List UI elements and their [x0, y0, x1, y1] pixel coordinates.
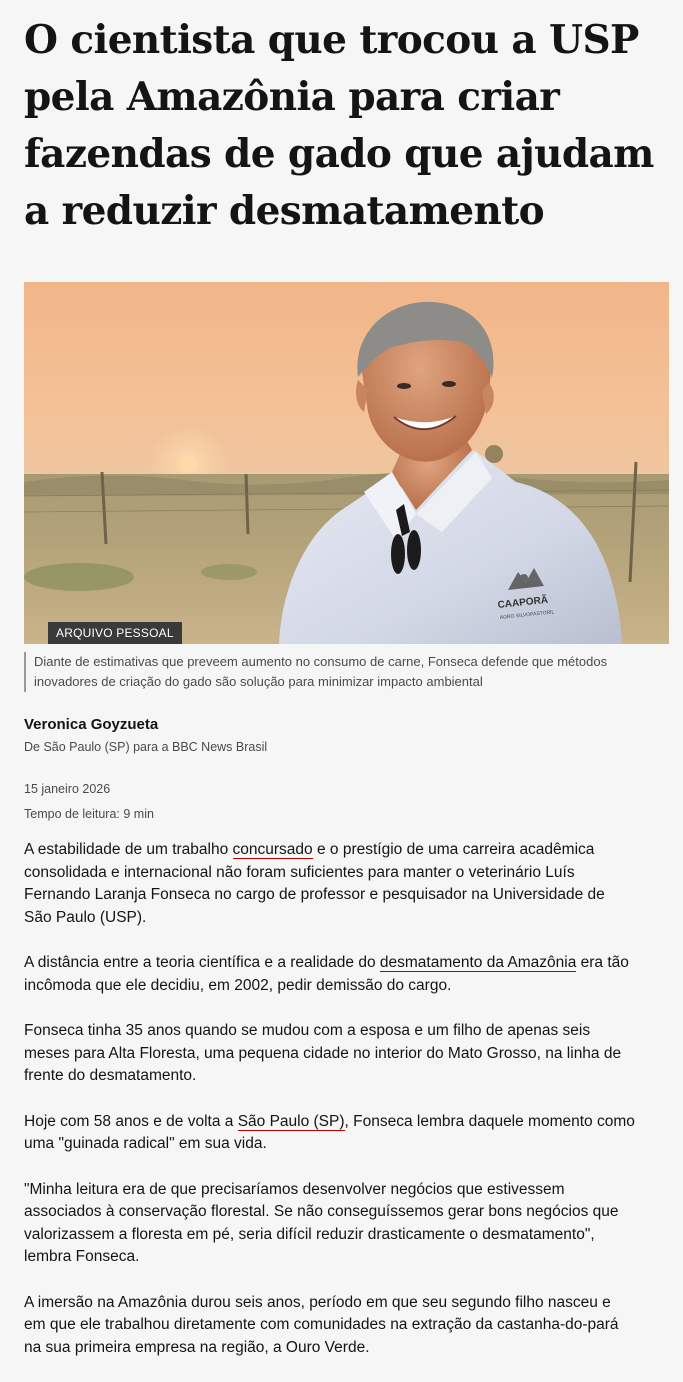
paragraph-text: era tão incômoda que ele decidiu, em 2002, pedir demissão do cargo.: [24, 954, 629, 994]
image-caption: Diante de estimativas que preveem aumento no consumo de carne, Fonseca defende que métodos inovadores de criação do gado são solução para minimizar impacto ambiental: [24, 652, 664, 692]
paragraph: "Minha leitura era de que precisaríamos desenvolver negócios que estivessem associados à conservação florestal. Se não conseguíssemos gerar bons negócios que valorizassem a floresta em pé, seria difícil reduzir drasticamente o desmatamento", lembra Fonseca.: [24, 1180, 619, 1265]
paragraph-text: A estabilidade de um trabalho: [24, 841, 233, 858]
hero-photo: [24, 282, 669, 644]
paragraph-text: e o prestígio de uma carreira acadêmica consolidada e internacional não foram suficientes para manter o veterinário Luís Fernando Laranja Fonseca no cargo de professor e pesquisador na Universidade de São Paulo (USP).: [24, 841, 605, 926]
paragraph: [24, 952, 636, 997]
link-sao-paulo[interactable]: São Paulo (SP): [237, 1112, 345, 1130]
shirt-tagline: AGRO SILVOPASTORIL: [499, 609, 555, 621]
article-body: [24, 839, 636, 1382]
paragraph-text: , Fonseca lembra daquele momento como uma "guinada radical" em sua vida.: [24, 1112, 635, 1152]
author-name: Veronica Goyzueta: [24, 716, 159, 733]
reading-time: Tempo de leitura: 9 min: [24, 807, 154, 821]
paragraph: [24, 839, 636, 929]
paragraph-text: Hoje com 58 anos e de volta a: [24, 1112, 238, 1130]
paragraph: [24, 1111, 636, 1156]
link-desmatamento-amazonia[interactable]: desmatamento da Amazônia: [379, 954, 577, 971]
image-credit: ARQUIVO PESSOAL: [48, 622, 182, 644]
hero-figure: [24, 282, 669, 644]
shirt-logo: CAAPORÃ: [497, 594, 549, 611]
paragraph: A imersão na Amazônia durou seis anos, período em que seu segundo filho nasceu e em que ele trabalhou diretamente com comunidades na extração da castanha-do-pará na sua primeira empresa na região, a Ouro Verde.: [24, 1293, 619, 1356]
paragraph-text: A distância entre a teoria científica e a realidade do: [24, 954, 380, 971]
author-role: De São Paulo (SP) para a BBC News Brasil: [24, 740, 268, 754]
publish-date: 15 janeiro 2026: [24, 782, 111, 796]
paragraph: Fonseca tinha 35 anos quando se mudou com a esposa e um filho de apenas seis meses para Alta Floresta, uma pequena cidade no interior do Mato Grosso, na linha de frente do desmatamento.: [24, 1022, 622, 1084]
headline: O cientista que trocou a USP pela Amazônia para criar fazendas de gado que ajudam a reduzir desmatamento: [24, 17, 654, 234]
link-concursado[interactable]: concursado: [232, 841, 313, 858]
